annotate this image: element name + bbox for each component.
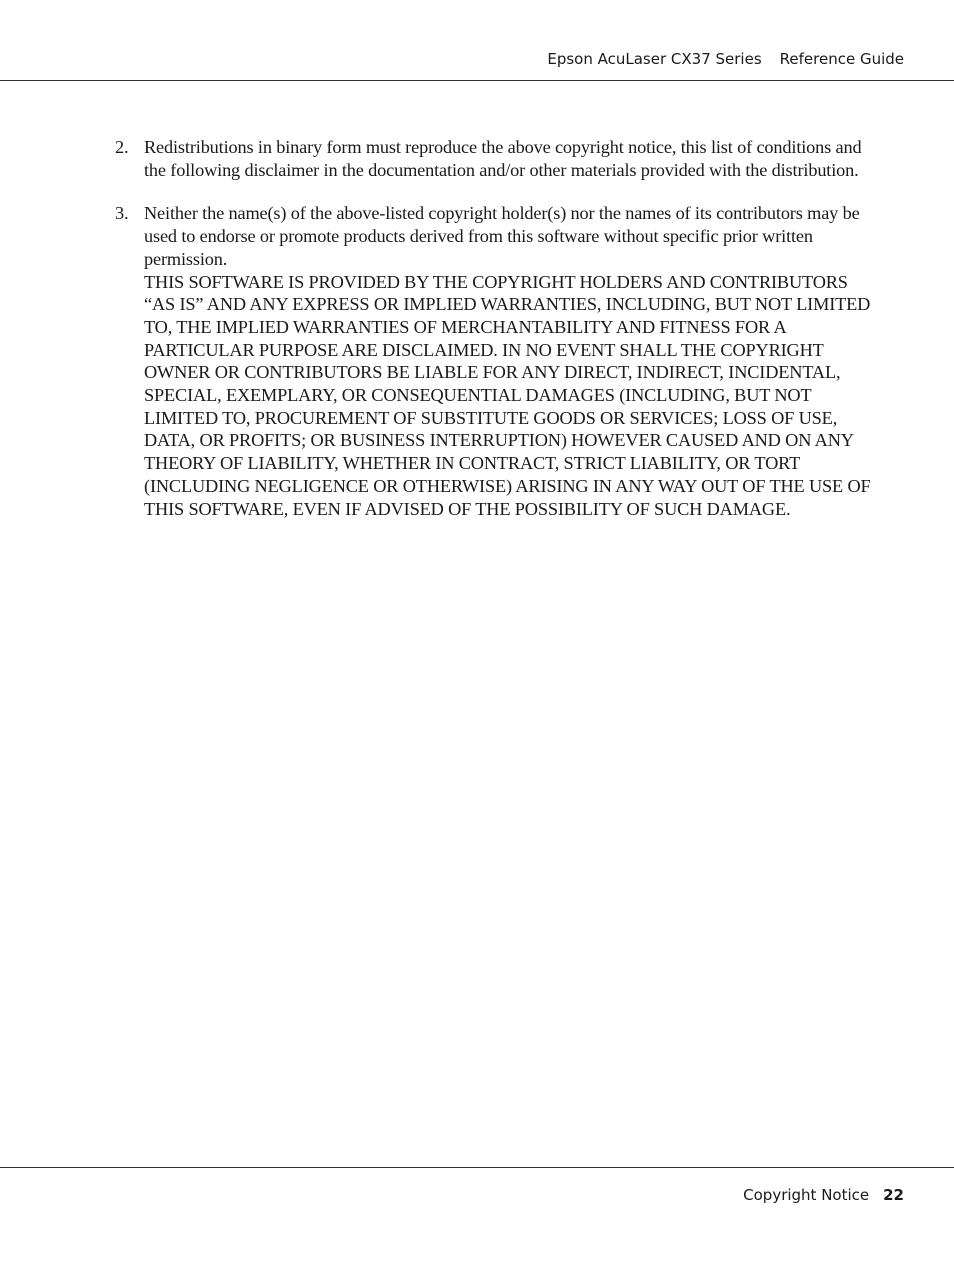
document-body xyxy=(110,136,880,541)
page-footer xyxy=(743,1186,904,1204)
page-number: 22 xyxy=(883,1186,904,1204)
footer-rule xyxy=(0,1167,954,1168)
disclaimer-paragraph: THIS SOFTWARE IS PROVIDED BY THE COPYRIGHT HOLDERS AND CONTRIBUTORS “AS IS” AND ANY EXPRESS OR IMPLIED WARRANTIES, INCLUDING, BUT NOT LIMITED TO, THE IMPLIED WARRANTIES OF MERCHANTABILITY AND FITNESS FOR A PARTICULAR PURPOSE ARE DISCLAIMED. IN NO EVENT SHALL THE COPYRIGHT OWNER OR CONTRIBUTORS BE LIABLE FOR ANY DIRECT, INDIRECT, INCIDENTAL, SPECIAL, EXEMPLARY, OR CONSEQUENTIAL DAMAGES (INCLUDING, BUT NOT LIMITED TO, PROCUREMENT OF SUBSTITUTE GOODS OR SERVICES; LOSS OF USE, DATA, OR PROFITS; OR BUSINESS INTERRUPTION) HOWEVER CAUSED AND ON ANY THEORY OF LIABILITY, WHETHER IN CONTRACT, STRICT LIABILITY, OR TORT (INCLUDING NEGLIGENCE OR OTHERWISE) ARISING IN ANY WAY OUT OF THE USE OF THIS SOFTWARE, EVEN IF ADVISED OF THE POSSIBILITY OF SUCH DAMAGE. xyxy=(144,271,871,519)
list-item-number: 3. xyxy=(115,203,129,224)
header-rule xyxy=(0,80,954,81)
footer-section-title: Copyright Notice xyxy=(743,1186,870,1204)
header-guide-title: Reference Guide xyxy=(779,50,904,68)
page-header xyxy=(547,50,904,68)
list-item xyxy=(110,202,880,520)
header-product-name: Epson AcuLaser CX37 Series xyxy=(547,50,762,68)
list-item-paragraph: Redistributions in binary form must reproduce the above copyright notice, this list of conditions and the following disclaimer in the documentation and/or other materials provided with the distribution. xyxy=(144,137,862,180)
list-item-number: 2. xyxy=(115,137,129,157)
list-item-paragraph: Neither the name(s) of the above-listed copyright holder(s) nor the names of its contributors may be used to endorse or promote products derived from this software without specific prior written permission. xyxy=(144,203,860,269)
list-item xyxy=(110,136,880,181)
